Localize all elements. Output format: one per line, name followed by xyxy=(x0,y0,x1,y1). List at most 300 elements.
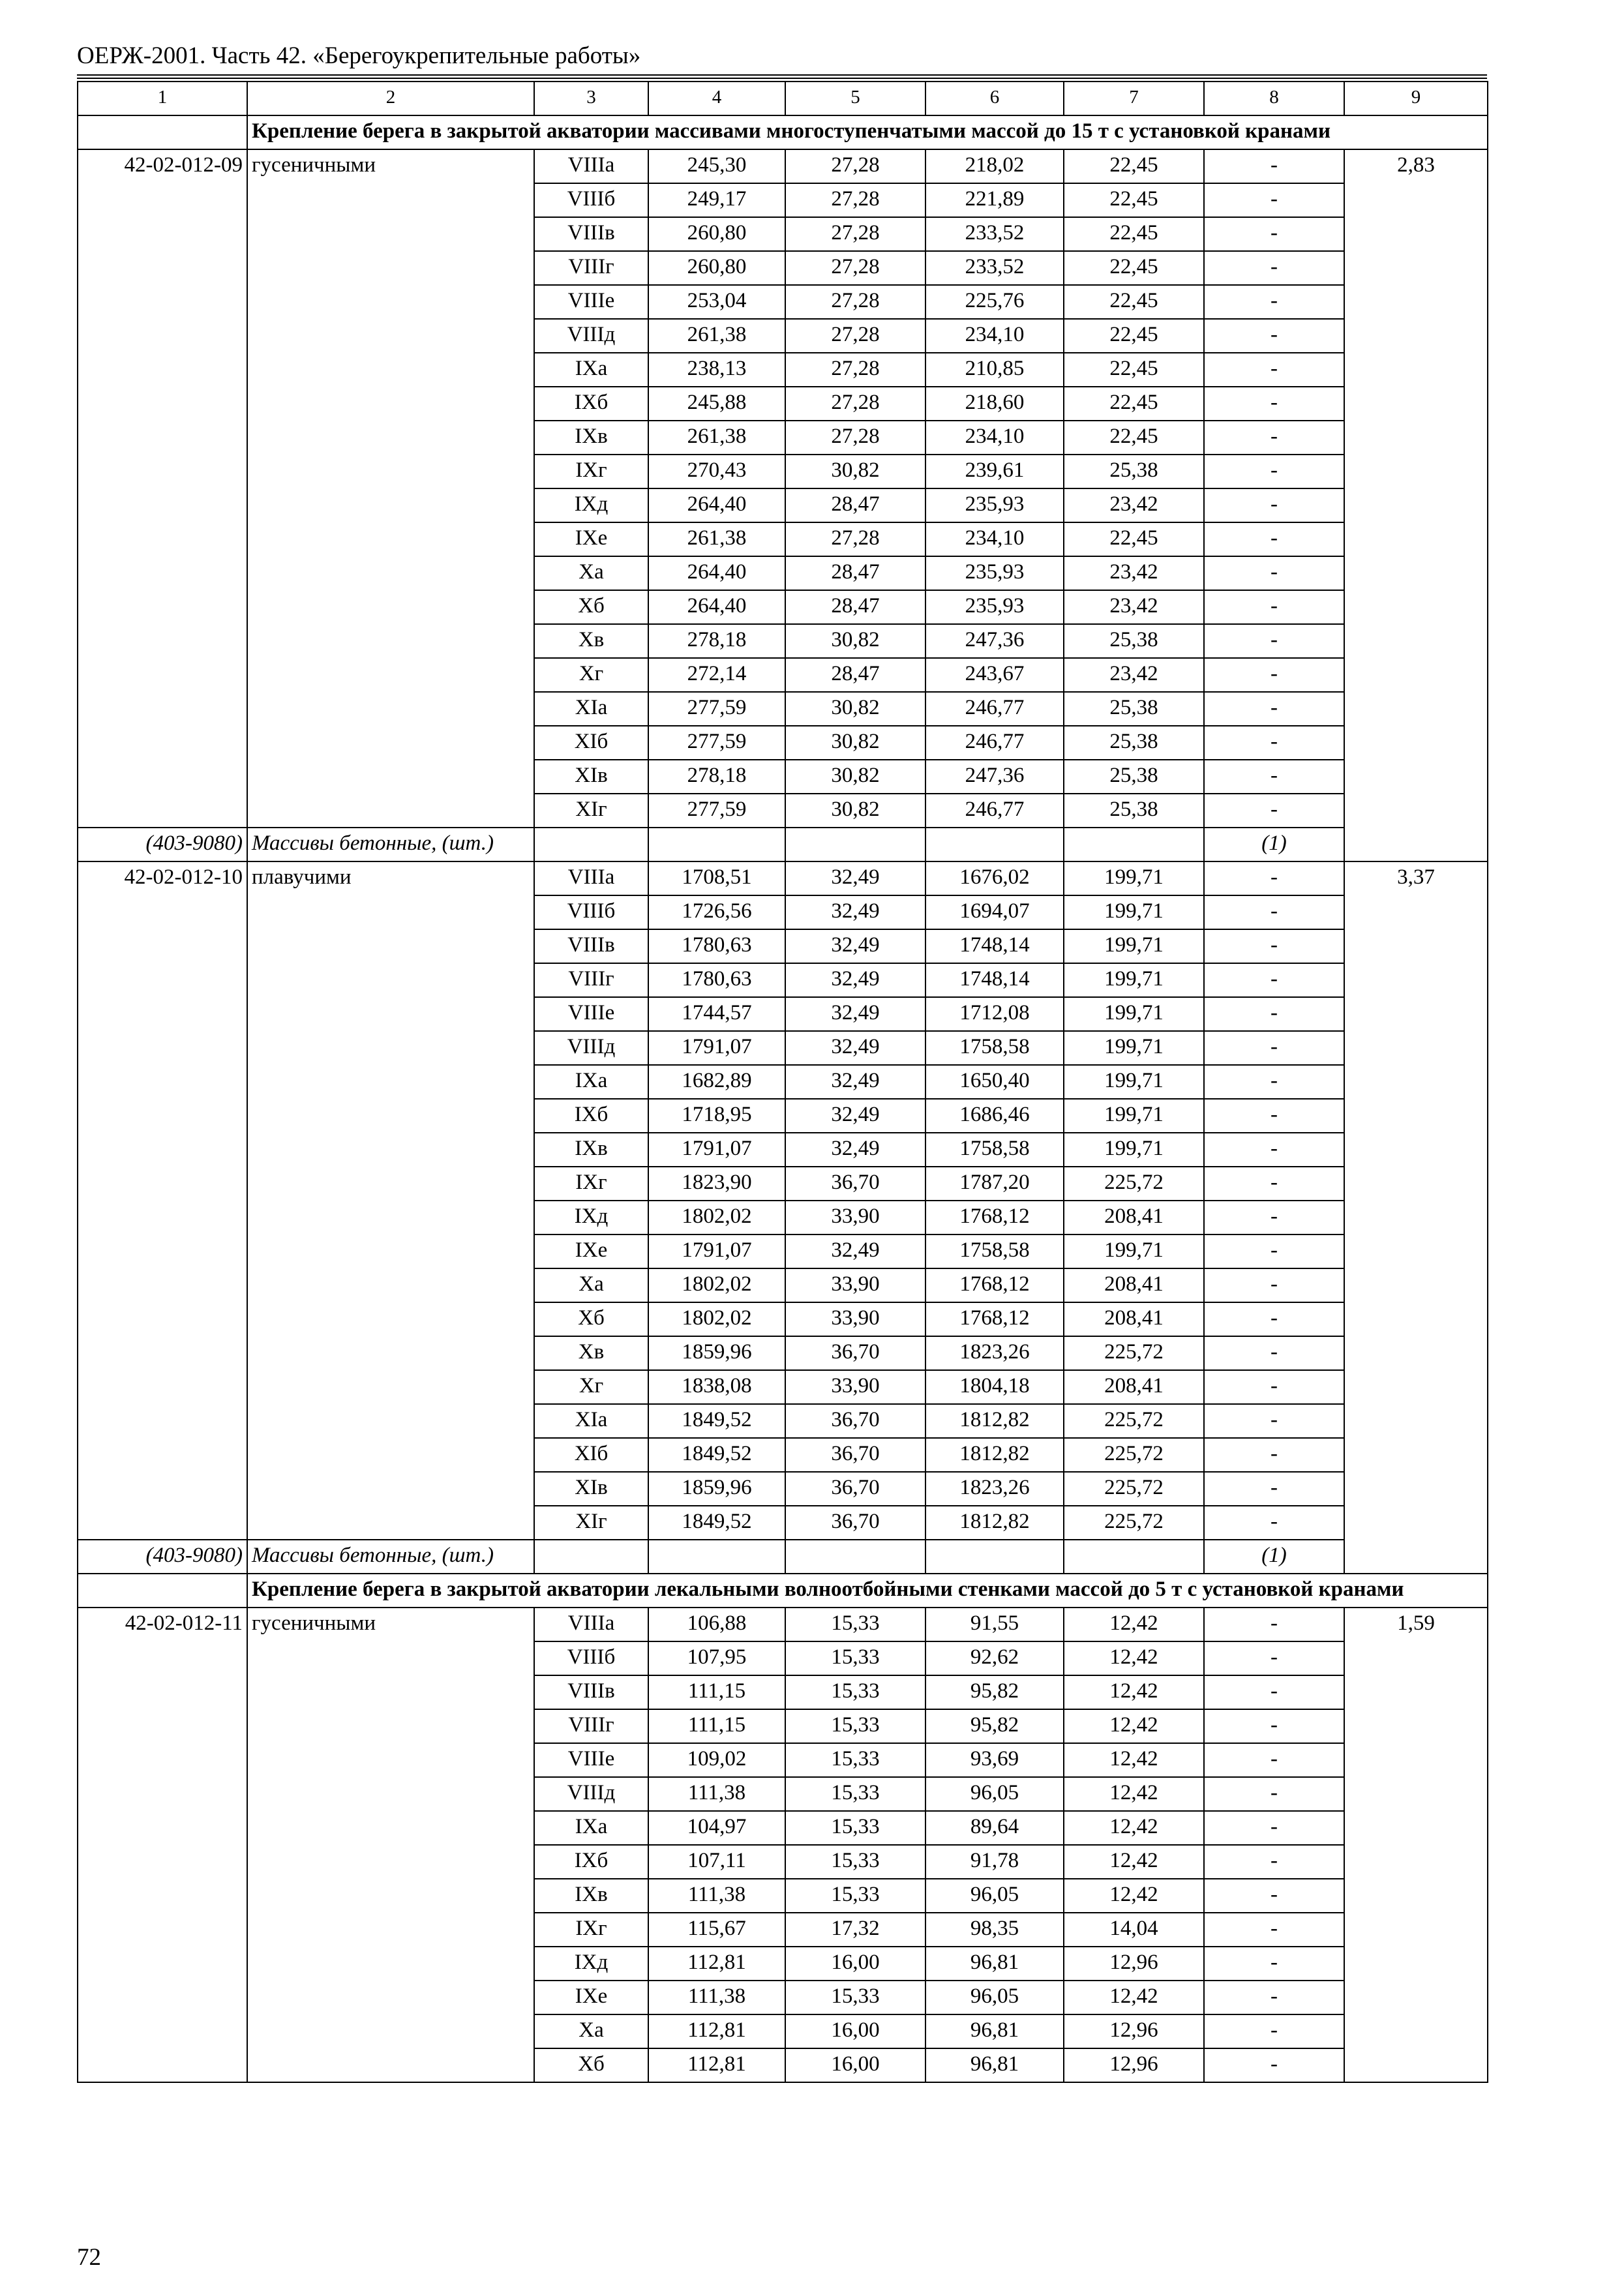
table-cell: VIIIб xyxy=(534,183,648,217)
table-cell: 32,49 xyxy=(785,1065,925,1099)
table-cell: 1838,08 xyxy=(648,1370,785,1404)
table-cell: IXе xyxy=(534,1234,648,1268)
table-cell: - xyxy=(1204,488,1344,522)
table-cell: 32,49 xyxy=(785,1099,925,1133)
table-cell: - xyxy=(1204,1336,1344,1370)
column-9-value: 2,83 xyxy=(1344,149,1488,861)
rates-table xyxy=(77,81,1488,2083)
table-cell: VIIIд xyxy=(534,1031,648,1065)
table-cell: 22,45 xyxy=(1064,183,1204,217)
table-cell: 96,05 xyxy=(925,1777,1064,1811)
table-cell: VIIIг xyxy=(534,251,648,285)
table-cell: 111,15 xyxy=(648,1709,785,1743)
table-cell: 235,93 xyxy=(925,590,1064,624)
table-cell: 264,40 xyxy=(648,556,785,590)
table-cell: 12,42 xyxy=(1064,1743,1204,1777)
header-rule xyxy=(77,74,1487,76)
table-cell: 261,38 xyxy=(648,522,785,556)
table-cell: 234,10 xyxy=(925,319,1064,353)
table-cell: 225,76 xyxy=(925,285,1064,319)
table-cell: 12,96 xyxy=(1064,2048,1204,2082)
table-cell: 277,59 xyxy=(648,692,785,726)
table-cell: - xyxy=(1204,183,1344,217)
column-number: 3 xyxy=(534,82,648,115)
table-cell: - xyxy=(1204,522,1344,556)
table-cell: 22,45 xyxy=(1064,421,1204,455)
table-cell: 30,82 xyxy=(785,794,925,828)
table-cell: IXг xyxy=(534,1167,648,1201)
table-cell: 278,18 xyxy=(648,760,785,794)
table-row xyxy=(78,149,1488,183)
table-cell: 15,33 xyxy=(785,1743,925,1777)
table-cell: 15,33 xyxy=(785,1709,925,1743)
table-cell: VIIIа xyxy=(534,861,648,895)
table-cell: IXв xyxy=(534,421,648,455)
table-cell: 261,38 xyxy=(648,421,785,455)
table-cell: - xyxy=(1204,1099,1344,1133)
table-cell: 27,28 xyxy=(785,387,925,421)
table-cell: - xyxy=(1204,1675,1344,1709)
table-cell: 15,33 xyxy=(785,1981,925,2014)
table-cell: 225,72 xyxy=(1064,1404,1204,1438)
empty-cell xyxy=(785,1540,925,1574)
rate-code: 42-02-012-10 xyxy=(78,861,247,1540)
table-cell: 1849,52 xyxy=(648,1506,785,1540)
table-cell: 1748,14 xyxy=(925,963,1064,997)
table-cell: 12,42 xyxy=(1064,1879,1204,1913)
table-cell: 270,43 xyxy=(648,455,785,488)
table-cell: 1812,82 xyxy=(925,1506,1064,1540)
table-cell: 91,55 xyxy=(925,1608,1064,1641)
rate-name: гусеничными xyxy=(247,149,534,828)
table-cell: 96,81 xyxy=(925,1947,1064,1981)
table-cell: 218,60 xyxy=(925,387,1064,421)
table-cell: 1823,26 xyxy=(925,1336,1064,1370)
table-cell: 1768,12 xyxy=(925,1201,1064,1234)
table-cell: 111,38 xyxy=(648,1777,785,1811)
table-cell: 96,81 xyxy=(925,2014,1064,2048)
table-cell: - xyxy=(1204,1506,1344,1540)
table-cell: 16,00 xyxy=(785,1947,925,1981)
table-cell: 277,59 xyxy=(648,794,785,828)
table-cell: 1787,20 xyxy=(925,1167,1064,1201)
table-cell: 1780,63 xyxy=(648,963,785,997)
table-cell: - xyxy=(1204,1608,1344,1641)
table-cell: 199,71 xyxy=(1064,861,1204,895)
table-cell: 23,42 xyxy=(1064,556,1204,590)
table-cell: - xyxy=(1204,1879,1344,1913)
table-cell: 235,93 xyxy=(925,488,1064,522)
table-cell: 36,70 xyxy=(785,1404,925,1438)
table-cell: - xyxy=(1204,1641,1344,1675)
table-cell: - xyxy=(1204,455,1344,488)
table-cell: 15,33 xyxy=(785,1608,925,1641)
table-cell: 30,82 xyxy=(785,692,925,726)
table-cell: 1686,46 xyxy=(925,1099,1064,1133)
table-cell: 199,71 xyxy=(1064,895,1204,929)
column-9-value: 3,37 xyxy=(1344,861,1488,1574)
table-cell: VIIIб xyxy=(534,895,648,929)
table-cell: - xyxy=(1204,149,1344,183)
table-cell: 98,35 xyxy=(925,1913,1064,1947)
table-cell: 260,80 xyxy=(648,217,785,251)
column-number: 6 xyxy=(925,82,1064,115)
table-cell: 28,47 xyxy=(785,590,925,624)
table-cell: 23,42 xyxy=(1064,488,1204,522)
table-cell: - xyxy=(1204,1472,1344,1506)
table-cell: 33,90 xyxy=(785,1268,925,1302)
table-cell: 89,64 xyxy=(925,1811,1064,1845)
table-cell: 261,38 xyxy=(648,319,785,353)
table-cell: VIIIв xyxy=(534,929,648,963)
table-cell: 112,81 xyxy=(648,1947,785,1981)
table-cell: 233,52 xyxy=(925,251,1064,285)
table-cell: VIIIе xyxy=(534,997,648,1031)
table-cell: 25,38 xyxy=(1064,624,1204,658)
table-cell: - xyxy=(1204,929,1344,963)
table-cell: 107,11 xyxy=(648,1845,785,1879)
table-cell: 17,32 xyxy=(785,1913,925,1947)
table-cell: 91,78 xyxy=(925,1845,1064,1879)
table-cell: 32,49 xyxy=(785,1234,925,1268)
section-heading-row xyxy=(78,115,1488,149)
table-cell: 1859,96 xyxy=(648,1472,785,1506)
table-cell: 234,10 xyxy=(925,522,1064,556)
table-cell: 23,42 xyxy=(1064,590,1204,624)
table-cell: 92,62 xyxy=(925,1641,1064,1675)
table-cell: 36,70 xyxy=(785,1438,925,1472)
table-cell: 27,28 xyxy=(785,251,925,285)
table-cell: 12,96 xyxy=(1064,2014,1204,2048)
table-cell: 22,45 xyxy=(1064,353,1204,387)
table-cell: 109,02 xyxy=(648,1743,785,1777)
empty-cell xyxy=(1064,828,1204,861)
table-cell: - xyxy=(1204,590,1344,624)
table-cell: IXв xyxy=(534,1879,648,1913)
table-cell: 225,72 xyxy=(1064,1167,1204,1201)
table-cell: 1718,95 xyxy=(648,1099,785,1133)
table-cell: - xyxy=(1204,1370,1344,1404)
table-cell: 32,49 xyxy=(785,1133,925,1167)
table-cell: 96,81 xyxy=(925,2048,1064,2082)
table-cell: 12,42 xyxy=(1064,1777,1204,1811)
table-cell: 199,71 xyxy=(1064,1234,1204,1268)
table-cell: IXа xyxy=(534,1811,648,1845)
table-cell: 1744,57 xyxy=(648,997,785,1031)
table-cell: 1726,56 xyxy=(648,895,785,929)
table-cell: 1849,52 xyxy=(648,1404,785,1438)
column-9-value: 1,59 xyxy=(1344,1608,1488,2082)
resource-quantity: (1) xyxy=(1204,828,1344,861)
table-cell: 12,42 xyxy=(1064,1675,1204,1709)
table-cell: 25,38 xyxy=(1064,726,1204,760)
rate-code: 42-02-012-09 xyxy=(78,149,247,828)
table-cell: 264,40 xyxy=(648,590,785,624)
table-cell: 277,59 xyxy=(648,726,785,760)
table-cell: IXа xyxy=(534,353,648,387)
empty-cell xyxy=(648,1540,785,1574)
table-cell: 22,45 xyxy=(1064,387,1204,421)
table-cell: 278,18 xyxy=(648,624,785,658)
table-cell: - xyxy=(1204,997,1344,1031)
table-cell: 30,82 xyxy=(785,760,925,794)
table-cell: 27,28 xyxy=(785,285,925,319)
table-cell: IXд xyxy=(534,488,648,522)
table-cell: 22,45 xyxy=(1064,149,1204,183)
table-cell: - xyxy=(1204,2014,1344,2048)
column-number: 9 xyxy=(1344,82,1488,115)
table-cell: 15,33 xyxy=(785,1811,925,1845)
table-cell: 1802,02 xyxy=(648,1201,785,1234)
table-cell: IXа xyxy=(534,1065,648,1099)
table-cell: 95,82 xyxy=(925,1675,1064,1709)
table-cell: - xyxy=(1204,319,1344,353)
table-cell: 36,70 xyxy=(785,1506,925,1540)
table-cell: 1812,82 xyxy=(925,1404,1064,1438)
table-cell: 1768,12 xyxy=(925,1268,1064,1302)
table-cell: VIIIд xyxy=(534,1777,648,1811)
table-cell: 30,82 xyxy=(785,624,925,658)
table-cell: 199,71 xyxy=(1064,997,1204,1031)
table-cell: 225,72 xyxy=(1064,1438,1204,1472)
table-cell: 264,40 xyxy=(648,488,785,522)
table-cell: 27,28 xyxy=(785,217,925,251)
table-cell: - xyxy=(1204,624,1344,658)
table-cell: - xyxy=(1204,2048,1344,2082)
empty-cell xyxy=(78,115,247,149)
table-cell: 1708,51 xyxy=(648,861,785,895)
table-cell: 199,71 xyxy=(1064,963,1204,997)
table-cell: 199,71 xyxy=(1064,1031,1204,1065)
table-cell: 33,90 xyxy=(785,1370,925,1404)
table-cell: 12,42 xyxy=(1064,1981,1204,2014)
table-cell: 28,47 xyxy=(785,488,925,522)
section-heading: Крепление берега в закрытой акватории лекальными волноотбойными стенками массой до 5 т с установкой кранами xyxy=(247,1574,1488,1608)
empty-cell xyxy=(1064,1540,1204,1574)
column-number-row xyxy=(78,82,1488,115)
table-cell: 36,70 xyxy=(785,1472,925,1506)
table-cell: 221,89 xyxy=(925,183,1064,217)
table-cell: 112,81 xyxy=(648,2048,785,2082)
document-header: ОЕРЖ-2001. Часть 42. «Берегоукрепительные работы» xyxy=(77,42,641,69)
table-cell: 12,42 xyxy=(1064,1709,1204,1743)
table-cell: VIIIд xyxy=(534,319,648,353)
table-cell: 1791,07 xyxy=(648,1133,785,1167)
table-cell: 36,70 xyxy=(785,1336,925,1370)
table-cell: 12,42 xyxy=(1064,1641,1204,1675)
table-cell: 1859,96 xyxy=(648,1336,785,1370)
table-cell: - xyxy=(1204,1981,1344,2014)
table-cell: 199,71 xyxy=(1064,1065,1204,1099)
table-cell: - xyxy=(1204,1031,1344,1065)
table-cell: 210,85 xyxy=(925,353,1064,387)
table-cell: XIг xyxy=(534,794,648,828)
table-cell: 32,49 xyxy=(785,997,925,1031)
table-cell: 25,38 xyxy=(1064,692,1204,726)
table-cell: IXе xyxy=(534,522,648,556)
table-cell: VIIIб xyxy=(534,1641,648,1675)
resource-name: Массивы бетонные, (шт.) xyxy=(247,828,534,861)
table-cell: 95,82 xyxy=(925,1709,1064,1743)
table-cell: VIIIе xyxy=(534,1743,648,1777)
table-cell: 33,90 xyxy=(785,1201,925,1234)
table-cell: 208,41 xyxy=(1064,1268,1204,1302)
table-cell: XIв xyxy=(534,760,648,794)
table-cell: 1791,07 xyxy=(648,1031,785,1065)
table-cell: - xyxy=(1204,251,1344,285)
table-cell: 96,05 xyxy=(925,1981,1064,2014)
table-cell: - xyxy=(1204,692,1344,726)
table-cell: VIIIг xyxy=(534,1709,648,1743)
table-cell: 233,52 xyxy=(925,217,1064,251)
table-cell: - xyxy=(1204,1268,1344,1302)
empty-cell xyxy=(785,828,925,861)
table-cell: 1823,26 xyxy=(925,1472,1064,1506)
table-cell: Xв xyxy=(534,1336,648,1370)
table-cell: 25,38 xyxy=(1064,794,1204,828)
table-cell: 235,93 xyxy=(925,556,1064,590)
table-cell: 1768,12 xyxy=(925,1302,1064,1336)
table-cell: Xа xyxy=(534,1268,648,1302)
table-cell: 1812,82 xyxy=(925,1438,1064,1472)
resource-row xyxy=(78,1540,1488,1574)
table-cell: 12,96 xyxy=(1064,1947,1204,1981)
table-cell: 249,17 xyxy=(648,183,785,217)
table-cell: 96,05 xyxy=(925,1879,1064,1913)
table-cell: 1823,90 xyxy=(648,1167,785,1201)
table-row xyxy=(78,1608,1488,1641)
resource-name: Массивы бетонные, (шт.) xyxy=(247,1540,534,1574)
table-cell: - xyxy=(1204,217,1344,251)
table-cell: 22,45 xyxy=(1064,251,1204,285)
column-number: 4 xyxy=(648,82,785,115)
resource-code: (403-9080) xyxy=(78,1540,247,1574)
table-cell: 107,95 xyxy=(648,1641,785,1675)
table-cell: - xyxy=(1204,1404,1344,1438)
table-cell: - xyxy=(1204,1438,1344,1472)
empty-cell xyxy=(925,1540,1064,1574)
table-cell: 111,15 xyxy=(648,1675,785,1709)
table-cell: 30,82 xyxy=(785,726,925,760)
page-number: 72 xyxy=(77,2244,101,2271)
table-cell: 247,36 xyxy=(925,624,1064,658)
table-cell: IXб xyxy=(534,387,648,421)
table-cell: 1682,89 xyxy=(648,1065,785,1099)
table-cell: IXв xyxy=(534,1133,648,1167)
table-cell: 225,72 xyxy=(1064,1336,1204,1370)
table-cell: 12,42 xyxy=(1064,1811,1204,1845)
table-cell: 1804,18 xyxy=(925,1370,1064,1404)
table-cell: 199,71 xyxy=(1064,929,1204,963)
table-cell: 1694,07 xyxy=(925,895,1064,929)
table-cell: 1758,58 xyxy=(925,1031,1064,1065)
table-cell: 15,33 xyxy=(785,1879,925,1913)
empty-cell xyxy=(925,828,1064,861)
rate-name: гусеничными xyxy=(247,1608,534,2082)
table-cell: - xyxy=(1204,1234,1344,1268)
table-cell: IXг xyxy=(534,1913,648,1947)
table-cell: - xyxy=(1204,1133,1344,1167)
table-cell: 93,69 xyxy=(925,1743,1064,1777)
empty-cell xyxy=(534,828,648,861)
rate-name: плавучими xyxy=(247,861,534,1540)
table-cell: - xyxy=(1204,658,1344,692)
table-cell: Xб xyxy=(534,2048,648,2082)
table-cell: 238,13 xyxy=(648,353,785,387)
table-cell: 272,14 xyxy=(648,658,785,692)
table-cell: 208,41 xyxy=(1064,1201,1204,1234)
table-cell: 15,33 xyxy=(785,1845,925,1879)
column-number: 2 xyxy=(247,82,534,115)
table-cell: 32,49 xyxy=(785,929,925,963)
table-cell: 112,81 xyxy=(648,2014,785,2048)
table-cell: 225,72 xyxy=(1064,1472,1204,1506)
table-cell: 199,71 xyxy=(1064,1099,1204,1133)
table-cell: 32,49 xyxy=(785,963,925,997)
table-cell: IXд xyxy=(534,1947,648,1981)
table-cell: VIIIг xyxy=(534,963,648,997)
table-cell: XIа xyxy=(534,1404,648,1438)
table-cell: - xyxy=(1204,556,1344,590)
table-cell: Xв xyxy=(534,624,648,658)
table-cell: 243,67 xyxy=(925,658,1064,692)
table-cell: Xб xyxy=(534,590,648,624)
table-cell: 33,90 xyxy=(785,1302,925,1336)
table-cell: 27,28 xyxy=(785,149,925,183)
table-cell: 22,45 xyxy=(1064,522,1204,556)
table-cell: 246,77 xyxy=(925,726,1064,760)
table-cell: - xyxy=(1204,1065,1344,1099)
table-cell: IXб xyxy=(534,1845,648,1879)
table-cell: 111,38 xyxy=(648,1981,785,2014)
table-cell: 260,80 xyxy=(648,251,785,285)
resource-row xyxy=(78,828,1488,861)
resource-quantity: (1) xyxy=(1204,1540,1344,1574)
table-cell: - xyxy=(1204,1845,1344,1879)
table-cell: 15,33 xyxy=(785,1777,925,1811)
header-rule xyxy=(77,78,1487,79)
table-cell: - xyxy=(1204,794,1344,828)
table-cell: 22,45 xyxy=(1064,319,1204,353)
table-cell: 208,41 xyxy=(1064,1370,1204,1404)
table-cell: 1758,58 xyxy=(925,1234,1064,1268)
table-cell: 246,77 xyxy=(925,692,1064,726)
table-cell: 16,00 xyxy=(785,2014,925,2048)
resource-code: (403-9080) xyxy=(78,828,247,861)
table-cell: 14,04 xyxy=(1064,1913,1204,1947)
table-cell: 208,41 xyxy=(1064,1302,1204,1336)
table-cell: 246,77 xyxy=(925,794,1064,828)
table-cell: 32,49 xyxy=(785,1031,925,1065)
table-cell: 15,33 xyxy=(785,1641,925,1675)
table-cell: Xг xyxy=(534,658,648,692)
column-number: 8 xyxy=(1204,82,1344,115)
table-cell: 253,04 xyxy=(648,285,785,319)
table-cell: - xyxy=(1204,861,1344,895)
table-cell: 30,82 xyxy=(785,455,925,488)
table-cell: - xyxy=(1204,1709,1344,1743)
table-cell: 36,70 xyxy=(785,1167,925,1201)
table-cell: 1758,58 xyxy=(925,1133,1064,1167)
table-cell: 1802,02 xyxy=(648,1268,785,1302)
table-cell: VIIIе xyxy=(534,285,648,319)
table-cell: 239,61 xyxy=(925,455,1064,488)
table-cell: 27,28 xyxy=(785,353,925,387)
table-cell: 22,45 xyxy=(1064,285,1204,319)
table-cell: - xyxy=(1204,353,1344,387)
column-number: 5 xyxy=(785,82,925,115)
table-cell: VIIIа xyxy=(534,149,648,183)
